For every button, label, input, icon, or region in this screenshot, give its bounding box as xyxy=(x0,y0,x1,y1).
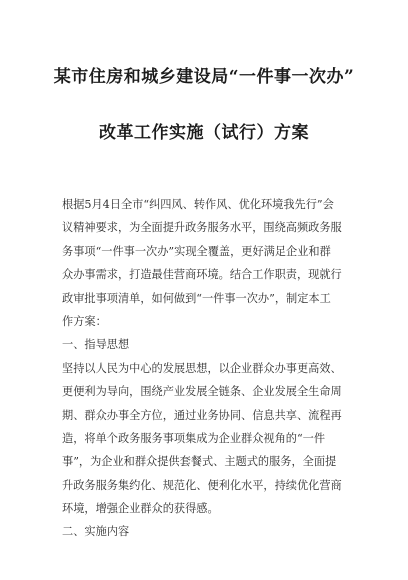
body-line: 期、群众办事全方位，通过业务协同、信息共享、流程再 xyxy=(62,408,342,422)
body-line: 环境，增强企业群众的获得感。 xyxy=(62,502,219,516)
document-body xyxy=(62,193,350,544)
body-line: 众办事需求，打造最佳营商环境。结合工作职责，现就行 xyxy=(62,268,342,282)
body-line: 作方案： xyxy=(62,314,107,328)
body-line: 议精神要求，为全面提升政务服务水平，围绕高频政务服 xyxy=(62,221,342,235)
body-line: 事”，为企业和群众提供套餐式、主题式的服务，全面提 xyxy=(62,455,337,469)
body-line: 坚持以人民为中心的发展思想，以企业群众办事更高效、 xyxy=(62,361,342,375)
body-line: 务事项“一件事一次办”实现全覆盖，更好满足企业和群 xyxy=(62,244,331,258)
section-heading: 一、指导思想 xyxy=(62,338,130,352)
body-line: 根据5月4日全市“纠四风、转作风、优化环境我先行”会 xyxy=(62,198,334,211)
document-title-line-2: 改革工作实施（试行）方案 xyxy=(99,123,309,143)
body-line: 政审批事项清单，如何做到“一件事一次办”，制定本工 xyxy=(62,291,331,305)
body-line: 造，将单个政务服务事项集成为企业群众视角的“一件 xyxy=(62,431,326,445)
body-line: 升政务服务集约化、规范化、便利化水平，持续优化营商 xyxy=(62,478,342,492)
section-heading: 二、实施内容 xyxy=(62,525,130,539)
document-title-line-1: 某市住房和城乡建设局“一件事一次办” xyxy=(53,67,355,87)
body-line: 更便利为导向，围绕产业发展全链条、企业发展全生命周 xyxy=(62,385,342,399)
